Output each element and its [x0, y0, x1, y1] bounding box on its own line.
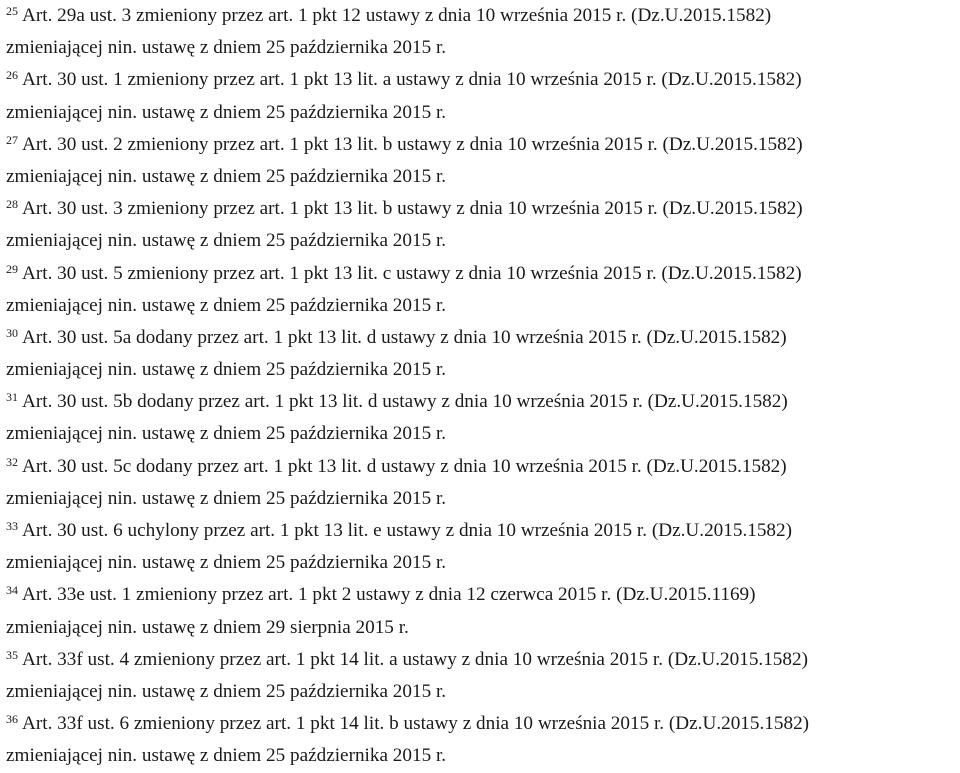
footnote-number: 32	[6, 454, 18, 469]
footnote-number: 36	[6, 712, 18, 727]
footnote-text: Art. 30 ust. 6 uchylony przez art. 1 pkt 13 lit. e ustawy z dnia 10 września 2015 r. (Dz.U.2015.1582)	[22, 520, 793, 541]
footnote-continuation: zmieniającej nin. ustawę z dniem 25 października 2015 r.	[6, 294, 447, 316]
footnote-continuation: zmieniającej nin. ustawę z dniem 25 października 2015 r.	[6, 165, 447, 187]
footnote-number: 29	[6, 261, 18, 276]
footnote-number: 34	[6, 583, 18, 598]
footnote-line	[6, 386, 958, 418]
footnote-text: Art. 30 ust. 2 zmieniony przez art. 1 pkt 13 lit. b ustawy z dnia 10 września 2015 r. (Dz.U.2015.1582)	[22, 133, 803, 155]
footnote-text: Art. 30 ust. 5 zmieniony przez art. 1 pkt 13 lit. c ustawy z dnia 10 września 2015 r. (Dz.U.2015.1582)	[22, 262, 802, 284]
footnote-text: Art. 30 ust. 5c dodany przez art. 1 pkt 13 lit. d ustawy z dnia 10 września 2015 r. (Dz.U.2015.1582)	[22, 455, 787, 477]
footnote-text: Art. 30 ust. 5b dodany przez art. 1 pkt 13 lit. d ustawy z dnia 10 września 2015 r. (Dz.U.2015.1582)	[22, 391, 788, 413]
footnote-continuation: zmieniającej nin. ustawę z dniem 25 października 2015 r.	[6, 101, 447, 123]
footnote-line	[6, 644, 958, 676]
footnote-number: 28	[6, 197, 18, 212]
footnote-text: Art. 33e ust. 1 zmieniony przez art. 1 pkt 2 ustawy z dnia 12 czerwca 2015 r. (Dz.U.2015.1169)	[22, 584, 756, 606]
footnote-28	[6, 193, 958, 257]
footnote-continuation: zmieniającej nin. ustawę z dniem 25 października 2015 r.	[6, 552, 447, 574]
footnote-number: 30	[6, 325, 18, 340]
footnote-26	[6, 64, 958, 128]
footnote-continuation: zmieniającej nin. ustawę z dniem 29 sierpnia 2015 r.	[6, 616, 409, 638]
footnote-32	[6, 451, 958, 515]
footnote-number: 25	[6, 4, 18, 18]
footnote-line	[6, 451, 958, 483]
footnote-line	[6, 258, 958, 290]
footnote-33	[6, 515, 958, 579]
footnote-continuation: zmieniającej nin. ustawę z dniem 25 października 2015 r.	[6, 745, 447, 767]
footnote-line	[6, 0, 958, 32]
footnote-line	[6, 193, 958, 225]
footnote-text: Art. 33f ust. 4 zmieniony przez art. 1 pkt 14 lit. a ustawy z dnia 10 września 2015 r. (Dz.U.2015.1582)	[22, 648, 808, 670]
footnote-36	[6, 708, 958, 772]
footnote-number: 26	[6, 68, 18, 83]
footnote-continuation: zmieniającej nin. ustawę z dniem 25 października 2015 r.	[6, 37, 447, 59]
footnote-number: 35	[6, 647, 18, 662]
footnote-line	[6, 64, 958, 96]
footnote-text: Art. 29a ust. 3 zmieniony przez art. 1 pkt 12 ustawy z dnia 10 września 2015 r. (Dz.U.2015.1582)	[22, 5, 772, 26]
footnote-line	[6, 515, 958, 547]
footnote-text: Art. 30 ust. 1 zmieniony przez art. 1 pkt 13 lit. a ustawy z dnia 10 września 2015 r. (Dz.U.2015.1582)	[22, 69, 802, 91]
footnote-continuation: zmieniającej nin. ustawę z dniem 25 października 2015 r.	[6, 230, 447, 252]
footnote-continuation: zmieniającej nin. ustawę z dniem 25 października 2015 r.	[6, 487, 447, 509]
footnote-31	[6, 386, 958, 450]
footnote-29	[6, 258, 958, 322]
footnote-text: Art. 30 ust. 5a dodany przez art. 1 pkt 13 lit. d ustawy z dnia 10 września 2015 r. (Dz.U.2015.1582)	[22, 326, 787, 348]
footnote-continuation: zmieniającej nin. ustawę z dniem 25 października 2015 r.	[6, 423, 447, 445]
footnote-number: 33	[6, 519, 18, 533]
footnote-number: 27	[6, 132, 18, 147]
footnote-35	[6, 644, 958, 708]
footnote-continuation: zmieniającej nin. ustawę z dniem 25 października 2015 r.	[6, 680, 447, 702]
footnote-text: Art. 33f ust. 6 zmieniony przez art. 1 pkt 14 lit. b ustawy z dnia 10 września 2015 r. (Dz.U.2015.1582)	[22, 713, 810, 735]
footnote-30	[6, 322, 958, 386]
footnote-25	[6, 0, 958, 64]
footnote-text: Art. 30 ust. 3 zmieniony przez art. 1 pkt 13 lit. b ustawy z dnia 10 września 2015 r. (Dz.U.2015.1582)	[22, 198, 803, 220]
footnote-27	[6, 129, 958, 193]
footnotes-list	[6, 0, 958, 773]
footnote-continuation: zmieniającej nin. ustawę z dniem 25 października 2015 r.	[6, 359, 447, 381]
footnote-line	[6, 579, 958, 611]
footnote-line	[6, 322, 958, 354]
footnote-line	[6, 129, 958, 161]
footnote-34	[6, 579, 958, 643]
footnote-line	[6, 708, 958, 740]
footnote-number: 31	[6, 390, 18, 405]
